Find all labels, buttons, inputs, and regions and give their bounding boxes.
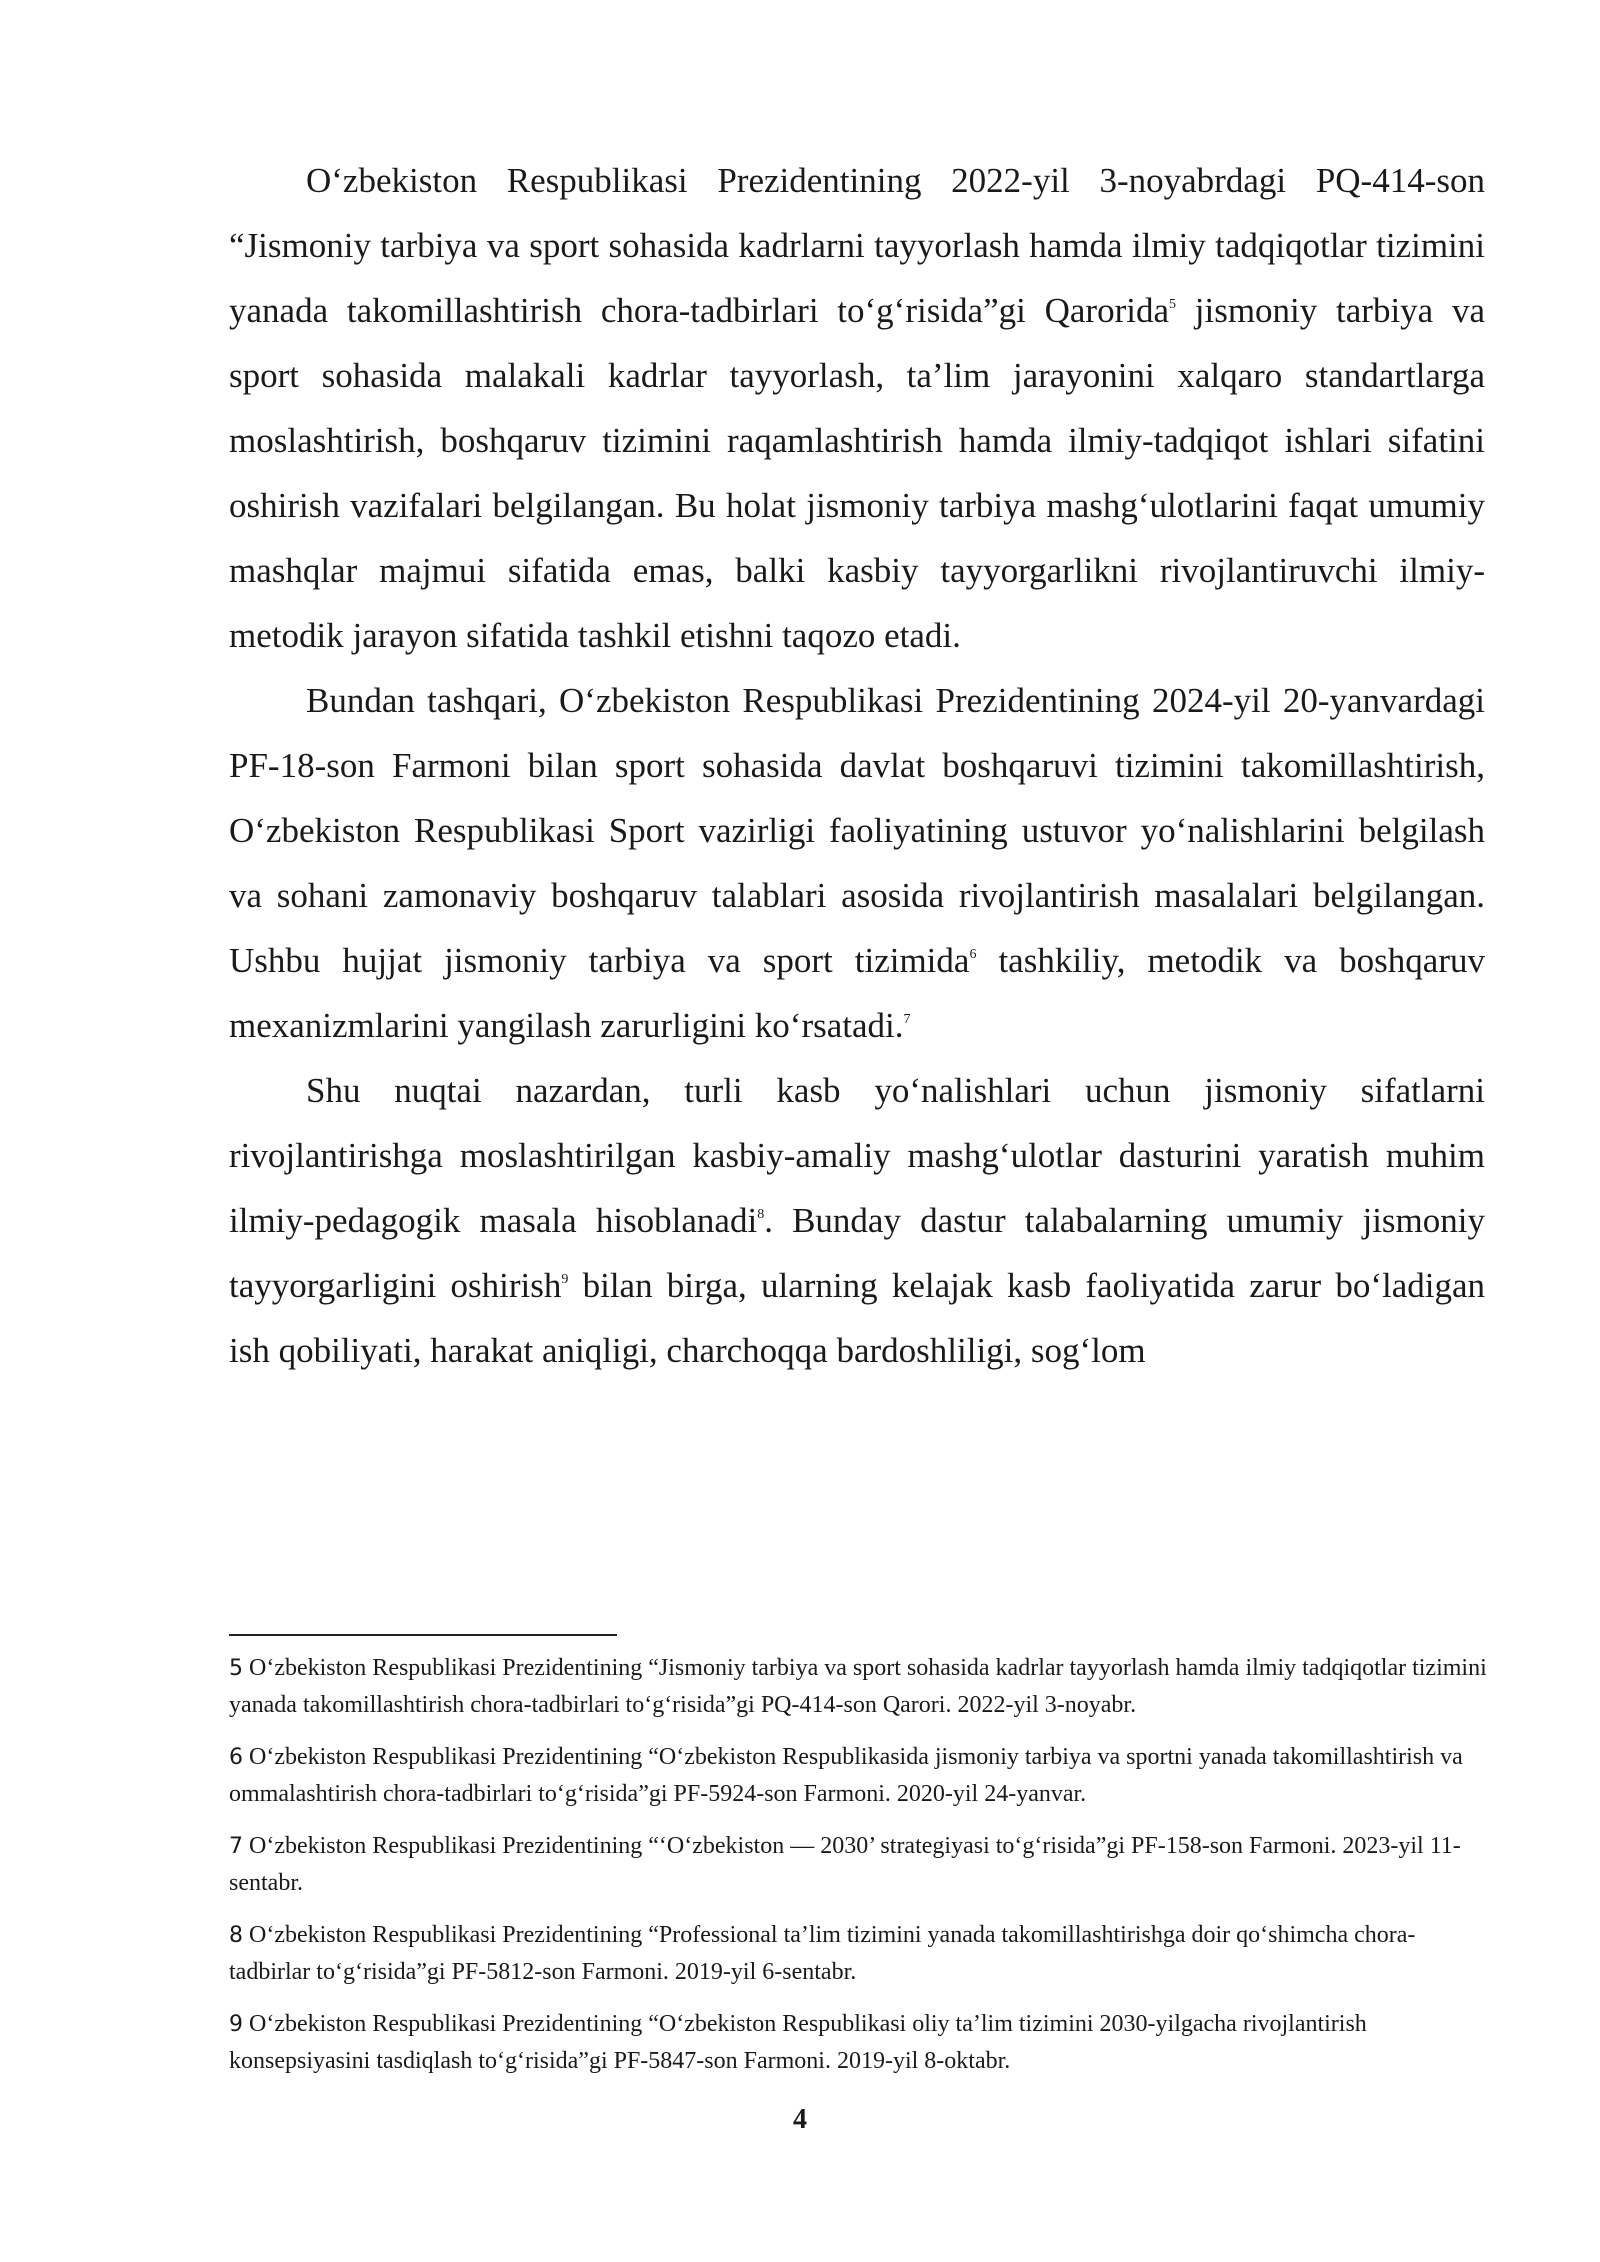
page-number: 4 [793, 2104, 807, 2135]
footnote-number: 7 [229, 1834, 243, 1859]
footnote-8 [229, 1917, 1489, 1990]
paragraph-1-text-a: O‘zbekiston Respublikasi Prezidentining 2022-yil 3-noyabrdagi PQ-414-son “Jismoniy tarbiya va sport sohasida kadrlarni tayyorlash hamda ilmiy tadqiqotlar tizimini yanada takomillashtirish chora-tadbirlari to‘g‘risida”gi Qarorida [229, 161, 1485, 330]
footnote-ref-5[interactable]: 5 [1169, 297, 1176, 312]
footnotes [229, 1650, 1489, 2095]
body-text [229, 148, 1485, 1383]
footnote-9 [229, 2006, 1489, 2079]
footnote-ref-8[interactable]: 8 [757, 1207, 765, 1222]
paragraph-2-text-a: Bundan tashqari, O‘zbekiston Respublikasi Prezidentining 2024-yil 20-yanvardagi PF-18-son Farmoni bilan sport sohasida davlat boshqaruvi tizimini takomillashtirish, O‘zbekiston Respublikasi Sport vazirligi faoliyatining ustuvor yo‘nalishlarini belgilash va sohani zamonaviy boshqaruv talablari asosida rivojlantirish masalalari belgilangan. Ushbu hujjat jismoniy tarbiya va sport tizimida [229, 681, 1485, 980]
footnote-7 [229, 1828, 1489, 1901]
footnote-number: 5 [229, 1656, 243, 1681]
footnote-5 [229, 1650, 1489, 1723]
paragraph-3 [229, 1058, 1485, 1383]
footnote-text: O‘zbekiston Respublikasi Prezidentining “Jismoniy tarbiya va sport sohasida kadrlar tayyorlash hamda ilmiy tadqiqotlar tizimini yanada takomillashtirish chora-tadbirlari to‘g‘risida”gi PQ-414-son Qarori. 2022-yil 3-noyabr. [229, 1655, 1487, 1718]
paragraph-2-text-b: tashkiliy, metodik va boshqaruv mexanizmlarini yangilash zarurligini ko‘rsatadi. [229, 941, 1485, 1045]
footnote-text: O‘zbekiston Respublikasi Prezidentining “Professional ta’lim tizimini yanada takomillashtirishga doir qo‘shimcha chora-tadbirlar to‘g‘risida”gi PF-5812-son Farmoni. 2019-yil 6-sentabr. [229, 1922, 1416, 1985]
footnote-6 [229, 1739, 1489, 1812]
paragraph-3-text-a: Shu nuqtai nazardan, turli kasb yo‘nalishlari uchun jismoniy sifatlarni rivojlantirishga moslashtirilgan kasbiy-amaliy mashg‘ulotlar dasturini yaratish muhim ilmiy-pedagogik masala hisoblanadi [229, 1071, 1485, 1240]
footnote-ref-6[interactable]: 6 [969, 947, 977, 962]
paragraph-3-text-c: bilan birga, ularning kelajak kasb faoliyatida zarur bo‘ladigan ish qobiliyati, harakat aniqligi, charchoqqa bardoshliligi, sog‘lom [229, 1266, 1485, 1370]
footnote-number: 8 [229, 1923, 243, 1948]
footnote-text: O‘zbekiston Respublikasi Prezidentining “O‘zbekiston Respublikasida jismoniy tarbiya va sportni yanada takomillashtirish va ommalashtirish chora-tadbirlari to‘g‘risida”gi PF-5924-son Farmoni. 2020-yil 24-yanvar. [229, 1744, 1463, 1807]
footnote-number: 9 [229, 2012, 243, 2037]
paragraph-3-text-b: . Bunday dastur talabalarning umumiy jismoniy tayyorgarligini oshirish [229, 1201, 1485, 1305]
footnote-ref-7[interactable]: 7 [903, 1012, 911, 1027]
footnote-separator [229, 1634, 617, 1636]
paragraph-1 [229, 148, 1485, 668]
paragraph-1-text-b: jismoniy tarbiya va sport sohasida malakali kadrlar tayyorlash, ta’lim jarayonini xalqaro standartlarga moslashtirish, boshqaruv tizimini raqamlashtirish hamda ilmiy-tadqiqot ishlari sifatini oshirish vazifalari belgilangan. Bu holat jismoniy tarbiya mashg‘ulotlarini faqat umumiy mashqlar majmui sifatida emas, balki kasbiy tayyorgarlikni rivojlantiruvchi ilmiy-metodik jarayon sifatida tashkil etishni taqozo etadi. [229, 291, 1486, 655]
paragraph-2 [229, 668, 1485, 1058]
footnote-number: 6 [229, 1745, 243, 1770]
footnote-text: O‘zbekiston Respublikasi Prezidentining “‘O‘zbekiston — 2030’ strategiyasi to‘g‘risida”gi PF-158-son Farmoni. 2023-yil 11-sentabr. [229, 1833, 1461, 1896]
footnote-ref-9[interactable]: 9 [561, 1272, 569, 1287]
footnote-text: O‘zbekiston Respublikasi Prezidentining “O‘zbekiston Respublikasi oliy ta’lim tizimini 2030-yilgacha rivojlantirish konsepsiyasini tasdiqlash to‘g‘risida”gi PF-5847-son Farmoni. 2019-yil 8-oktabr. [229, 2011, 1367, 2074]
